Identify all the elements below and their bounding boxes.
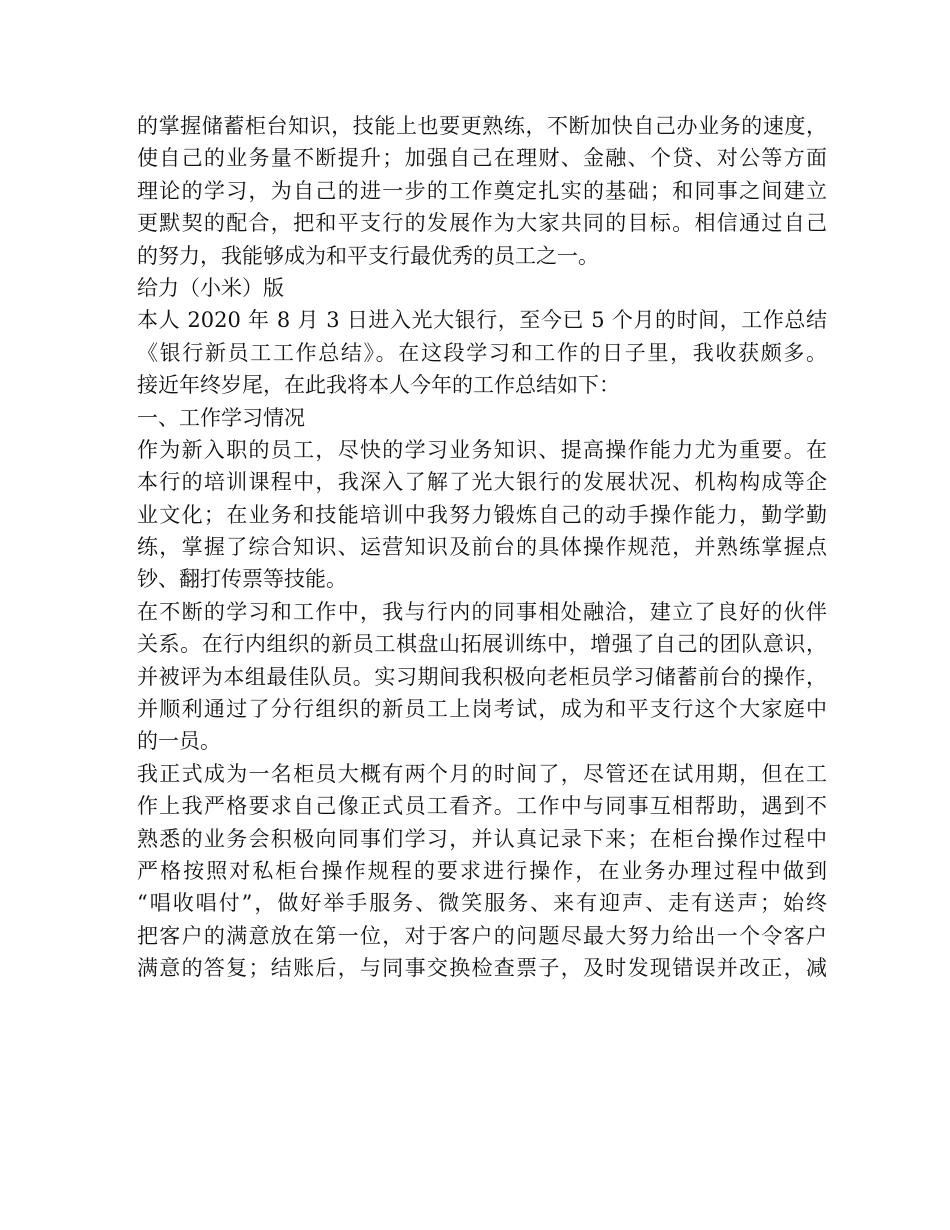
text-line: 一、工作学习情况	[137, 405, 305, 430]
text-line: 作为新入职的员工，尽快的学习业务知识、提高操作能力尤为重要。在	[137, 437, 827, 462]
text-line: 关系。在行内组织的新员工棋盘山拓展训练中，增强了自己的团队意识，	[137, 632, 827, 657]
text-line: 本行的培训课程中，我深入了解了光大银行的发展状况、机构构成等企	[137, 470, 827, 495]
text-line: 使自己的业务量不断提升；加强自己在理财、金融、个贷、对公等方面	[137, 146, 827, 171]
text-line: 并顺利通过了分行组织的新员工上岗考试，成为和平支行这个大家庭中	[137, 697, 827, 722]
text-line: 我正式成为一名柜员大概有两个月的时间了，尽管还在试用期，但在工	[137, 761, 827, 786]
text-line: “唱收唱付”，做好举手服务、微笑服务、来有迎声、走有送声；始终	[137, 891, 827, 916]
text-line: 的努力，我能够成为和平支行最优秀的员工之一。	[137, 243, 599, 268]
text-line: 《银行新员工工作总结》。在这段学习和工作的日子里，我收获颇多。	[137, 340, 827, 365]
text-line: 业文化；在业务和技能培训中我努力锻炼自己的动手操作能力，勤学勤	[137, 502, 827, 527]
text-line: 严格按照对私柜台操作规程的要求进行操作，在业务办理过程中做到	[137, 858, 827, 883]
text-line: 把客户的满意放在第一位，对于客户的问题尽最大努力给出一个令客户	[137, 923, 827, 948]
document-body	[137, 110, 827, 985]
text-line: 理论的学习，为自己的进一步的工作奠定扎实的基础；和同事之间建立	[137, 178, 827, 203]
text-line: 的掌握储蓄柜台知识，技能上也要更熟练，不断加快自己办业务的速度，	[137, 114, 827, 138]
text-line: 在不断的学习和工作中，我与行内的同事相处融洽，建立了良好的伙伴	[137, 599, 827, 624]
text-line: 并被评为本组最佳队员。实习期间我积极向老柜员学习储蓄前台的操作，	[137, 664, 827, 689]
text-line: 本人 2020 年 8 月 3 日进入光大银行，至今已 5 个月的时间，工作总结	[137, 308, 827, 333]
text-line: 给力（小米）版	[137, 275, 284, 300]
text-line: 接近年终岁尾，在此我将本人今年的工作总结如下：	[137, 373, 620, 398]
text-line: 满意的答复；结账后，与同事交换检查票子，及时发现错误并改正，减	[137, 956, 827, 981]
text-line: 练，掌握了综合知识、运营知识及前台的具体操作规范，并熟练掌握点	[137, 535, 827, 560]
text-line: 熟悉的业务会积极向同事们学习，并认真记录下来；在柜台操作过程中	[137, 826, 827, 851]
text-line: 作上我严格要求自己像正式员工看齐。工作中与同事互相帮助，遇到不	[137, 794, 827, 819]
text-line: 钞、翻打传票等技能。	[137, 567, 347, 592]
text-line: 的一员。	[137, 729, 221, 754]
text-line: 更默契的配合，把和平支行的发展作为大家共同的目标。相信通过自己	[137, 211, 827, 236]
